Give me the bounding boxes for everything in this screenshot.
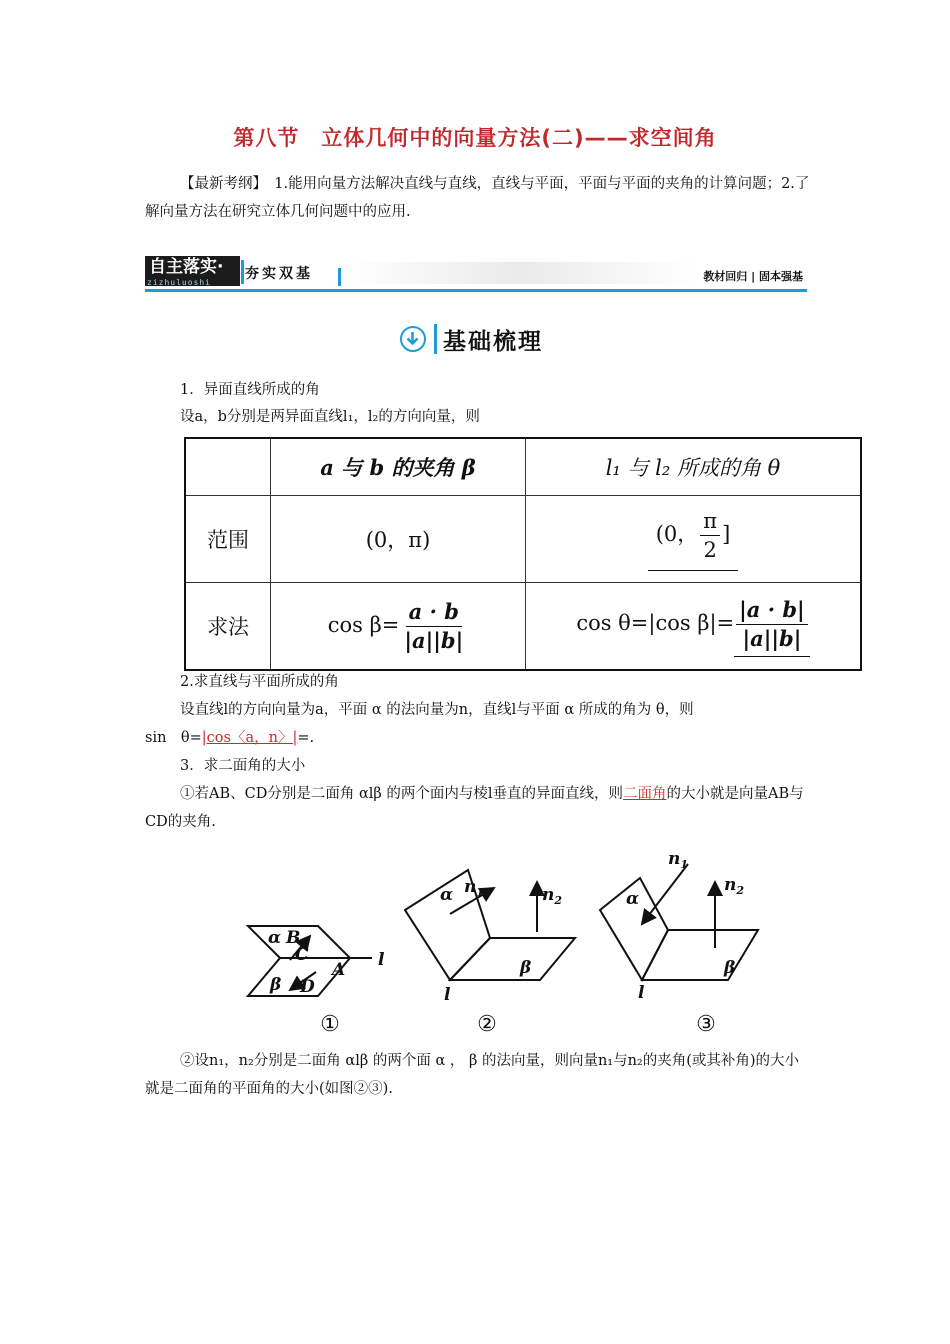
exam-outline: [145, 170, 810, 226]
item2-line2: sin θ=|cos〈a，n〉|=.: [145, 730, 315, 746]
row1-label: 范围: [185, 496, 271, 583]
exam-outline-text: 1.能用向量方法解决直线与直线，直线与平面，平面与平面的夹角的计算问题；2.了解向量方法在研究立体几何问题中的应用.: [145, 176, 810, 220]
col2-header: l₁ 与 l₂ 所成的角 θ: [526, 438, 862, 496]
row2-col2: cos θ=|cos β|= $\frac{|a \cdot b|}{|a||b|}$: [526, 583, 862, 671]
item3-p1: ①若AB、CD分别是二面角 αlβ 的两个面内与棱l垂直的异面直线，则二面角的大小就是向量AB与CD的夹角.: [145, 786, 804, 830]
fig1-label: ①: [320, 1012, 340, 1037]
section-title: 基础梳理: [443, 328, 543, 355]
fig1-beta: β: [270, 975, 282, 995]
fig2-n1: $n_1$: [464, 877, 485, 899]
fig3-l: l: [638, 983, 645, 1003]
item3-heading: 3．求二面角的大小: [180, 758, 306, 774]
fig3-alpha: α: [626, 889, 640, 909]
banner-main: 自主落实·: [145, 256, 240, 286]
banner-divider-end: [338, 268, 341, 286]
banner-gradient: [345, 262, 697, 284]
fig1-l: l: [378, 950, 385, 970]
row2-label: 求法: [185, 583, 271, 671]
fig2-alpha: α: [440, 885, 454, 905]
fig1-B: B: [286, 928, 301, 948]
fig3-n2: $n_2$: [724, 875, 745, 897]
item2-line1: 设直线l的方向向量为a，平面 α 的法向量为n，直线l与平面 α 所成的角为 θ，则: [180, 702, 694, 718]
banner-subtitle: 夯实双基: [245, 266, 313, 282]
col1-header: a 与 b 的夹角 β: [271, 438, 526, 496]
answer-dihedral: 二面角: [623, 786, 667, 802]
fig3-beta: β: [724, 958, 736, 978]
fig1-D: D: [300, 977, 315, 997]
answer-cos: |cos〈a，n〉|: [201, 730, 298, 746]
fig1-A: A: [332, 960, 346, 980]
angle-table: [184, 437, 862, 671]
item1-heading: 1．异面直线所成的角: [180, 382, 320, 398]
down-arrow-circle-icon: [400, 326, 426, 352]
page-title: 第八节 立体几何中的向量方法(二)——求空间角: [233, 126, 717, 150]
fig2-beta: β: [520, 958, 532, 978]
row2-col1: cos β= $\frac{a \cdot b}{|a||b|}$: [271, 583, 526, 671]
section-banner: [145, 256, 807, 292]
fig1-C: C: [295, 945, 309, 965]
item1-desc: 设a，b分别是两异面直线l₁，l₂的方向向量，则: [180, 409, 480, 425]
item3-p2: ②设n₁，n₂分别是二面角 αlβ 的两个面 α ， β 的法向量，则向量n₁与n₂的夹角(或其补角)的大小就是二面角的平面角的大小(如图②③).: [145, 1053, 800, 1097]
dihedral-figures: [240, 848, 770, 1038]
fig2-label: ②: [477, 1012, 497, 1037]
fig1-alpha: α: [268, 928, 282, 948]
row1-col2: (0， $\frac{\pi}{2}$ ]: [526, 496, 862, 583]
section-heading: [400, 322, 543, 356]
table-corner: [185, 438, 271, 496]
fig3-label: ③: [696, 1012, 716, 1037]
fig2-n2: $n_2$: [542, 885, 563, 907]
banner-underline: [145, 289, 807, 292]
banner-divider: [241, 260, 244, 284]
banner-right: 教材回归 | 固本强基: [703, 270, 803, 283]
row1-col1: (0，π): [271, 496, 526, 583]
fig3-n1: $n_1$: [668, 849, 689, 871]
exam-outline-label: 【最新考纲】: [180, 176, 260, 192]
banner-pinyin: zizhuluoshi: [147, 278, 211, 287]
item2-heading: 2.求直线与平面所成的角: [180, 674, 339, 690]
heading-bar: [434, 324, 437, 354]
fig2-l: l: [444, 985, 451, 1005]
